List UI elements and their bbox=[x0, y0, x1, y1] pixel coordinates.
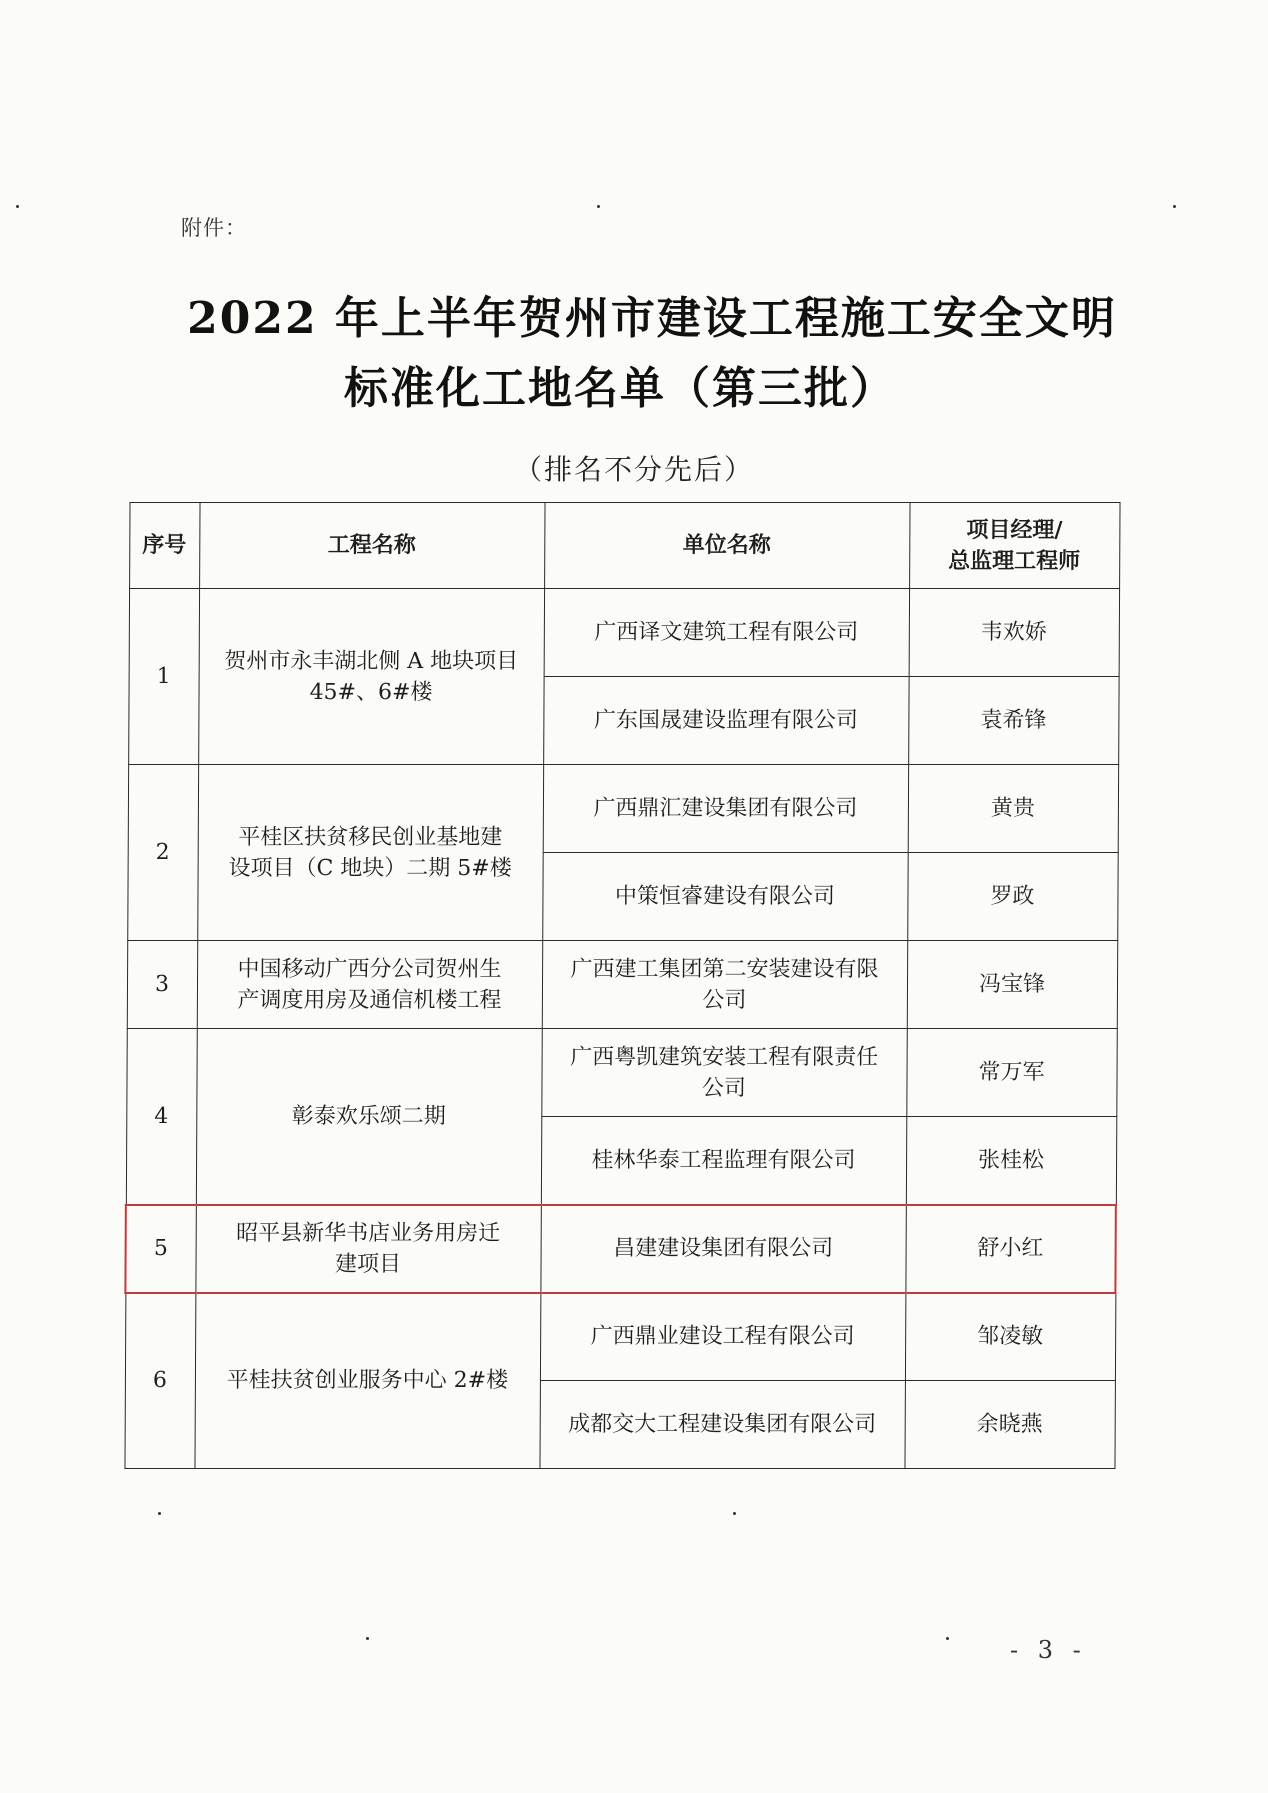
table-header-row bbox=[129, 503, 1119, 589]
row-number: 4 bbox=[126, 1029, 197, 1205]
scan-speck bbox=[1173, 205, 1176, 208]
project-name bbox=[197, 765, 543, 941]
company-name-line-1: 广西建工集团第二安装建设有限 bbox=[570, 956, 879, 982]
person-name: 余晓燕 bbox=[904, 1381, 1114, 1469]
scan-speck bbox=[158, 1512, 161, 1515]
ranking-note: （排名不分先后） bbox=[513, 453, 754, 486]
table-row bbox=[129, 589, 1119, 677]
person-name: 袁希锋 bbox=[908, 677, 1118, 765]
header-company-name: 单位名称 bbox=[544, 503, 909, 589]
project-name bbox=[198, 589, 544, 765]
document-title-line-1: 2022 年上半年贺州市建设工程施工安全文明 bbox=[187, 293, 1117, 344]
person-name: 韦欢娇 bbox=[909, 589, 1119, 677]
scan-speck bbox=[16, 205, 19, 208]
project-name bbox=[195, 1205, 540, 1293]
header-manager-line-1: 项目经理/ bbox=[966, 516, 1063, 543]
project-name-line-1: 平桂区扶贫移民创业基地建 bbox=[238, 824, 503, 850]
company-name-line-2: 公司 bbox=[701, 1075, 747, 1101]
company-name: 成都交大工程建设集团有限公司 bbox=[539, 1381, 904, 1469]
header-manager bbox=[909, 503, 1119, 589]
table-row bbox=[127, 941, 1117, 1029]
person-name: 常万军 bbox=[906, 1029, 1116, 1117]
scan-speck bbox=[946, 1637, 949, 1640]
construction-site-list-table bbox=[123, 502, 1120, 1469]
project-name-line-2: 设项目（C 地块）二期 5#楼 bbox=[228, 855, 512, 881]
company-name: 桂林华泰工程监理有限公司 bbox=[541, 1117, 906, 1205]
project-name-line-1: 中国移动广西分公司贺州生 bbox=[237, 956, 502, 982]
project-name bbox=[197, 941, 542, 1029]
person-name: 黄贵 bbox=[908, 765, 1118, 853]
page-number: - 3 - bbox=[1010, 1636, 1087, 1664]
header-manager-line-2: 总监理工程师 bbox=[948, 547, 1081, 574]
company-name-line-2: 公司 bbox=[702, 987, 747, 1013]
header-no: 序号 bbox=[129, 503, 199, 589]
scan-speck bbox=[366, 1637, 369, 1640]
person-name: 邹凌敏 bbox=[905, 1293, 1115, 1381]
project-name: 平桂扶贫创业服务中心 2#楼 bbox=[194, 1293, 540, 1469]
table-row bbox=[128, 765, 1118, 853]
company-name bbox=[542, 941, 907, 1029]
company-name: 广西鼎业建设工程有限公司 bbox=[540, 1293, 905, 1381]
row-number: 3 bbox=[127, 941, 197, 1029]
project-name: 彰泰欢乐颂二期 bbox=[196, 1029, 542, 1205]
company-name: 广西鼎汇建设集团有限公司 bbox=[543, 765, 908, 853]
scan-speck bbox=[597, 205, 600, 208]
row-number: 5 bbox=[125, 1205, 195, 1293]
project-name-line-1: 贺州市永丰湖北侧 A 地块项目 bbox=[224, 648, 519, 674]
person-name: 冯宝锋 bbox=[907, 941, 1117, 1029]
company-name: 中策恒睿建设有限公司 bbox=[542, 853, 907, 941]
project-name-line-1: 昭平县新华书店业务用房迁 bbox=[236, 1220, 501, 1246]
table-row bbox=[126, 1029, 1116, 1117]
row-number: 1 bbox=[128, 589, 199, 765]
person-name: 舒小红 bbox=[905, 1205, 1115, 1293]
attachment-label: 附件： bbox=[181, 216, 247, 240]
company-name: 昌建建设集团有限公司 bbox=[540, 1205, 905, 1293]
person-name: 张桂松 bbox=[906, 1117, 1116, 1205]
table-row bbox=[125, 1293, 1115, 1381]
person-name: 罗政 bbox=[907, 853, 1117, 941]
scan-speck bbox=[733, 1512, 736, 1515]
company-name: 广西译文建筑工程有限公司 bbox=[544, 589, 909, 677]
company-name-line-1: 广西粤凯建筑安装工程有限责任 bbox=[570, 1044, 879, 1070]
company-name bbox=[541, 1029, 906, 1117]
project-name-line-2: 45#、6#楼 bbox=[309, 679, 433, 705]
document-title-line-2: 标准化工地名单（第三批） bbox=[344, 363, 896, 414]
row-number: 2 bbox=[127, 765, 198, 941]
header-project-name: 工程名称 bbox=[199, 503, 544, 589]
row-number: 6 bbox=[124, 1293, 195, 1469]
project-name-line-2: 产调度用房及通信机楼工程 bbox=[237, 987, 502, 1013]
company-name: 广东国晟建设监理有限公司 bbox=[543, 677, 908, 765]
highlighted-table-row bbox=[125, 1205, 1115, 1293]
project-name-line-2: 建项目 bbox=[334, 1251, 402, 1277]
